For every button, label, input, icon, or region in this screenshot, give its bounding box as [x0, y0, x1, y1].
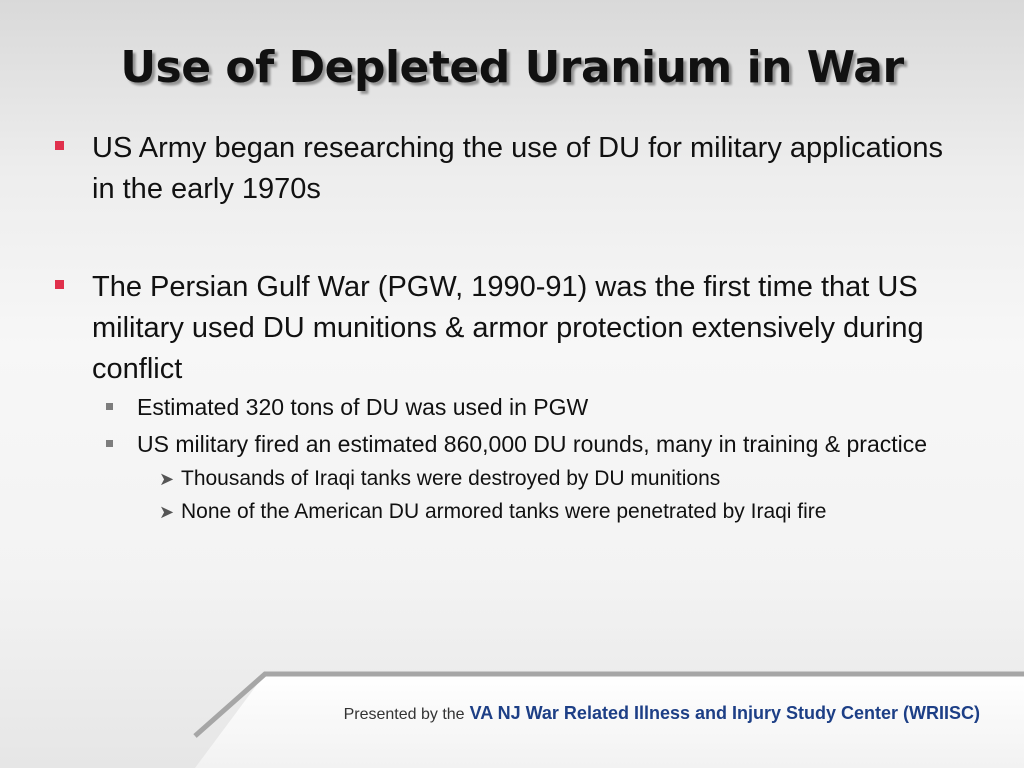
sub-sub-bullet-text: None of the American DU armored tanks were penetrated by Iraqi fire: [181, 500, 827, 523]
sub-bullet-text: Estimated 320 tons of DU was used in PGW: [137, 394, 589, 420]
sub-bullet-item: [100, 428, 955, 461]
sub-bullet-item: [100, 391, 955, 424]
slide-title: Use of Depleted Uranium in War: [120, 42, 904, 93]
bullet-text: The Persian Gulf War (PGW, 1990-91) was the first time that US military used DU munitions & armor protection extensively during conflict: [92, 271, 924, 385]
sub-sub-bullet-item: [159, 464, 955, 494]
bullet-spacer: [55, 210, 955, 267]
bullet-item: [55, 128, 955, 210]
arrow-bullet-icon: ➤: [159, 469, 175, 489]
gray-square-bullet-icon: [106, 403, 113, 410]
gray-square-bullet-icon: [106, 440, 113, 447]
footer-presented-by: Presented by the: [343, 706, 465, 723]
sub-sub-bullet-item: [159, 497, 955, 527]
sub-bullet-text: US military fired an estimated 860,000 DU rounds, many in training & practice: [137, 431, 928, 457]
arrow-bullet-icon: ➤: [159, 502, 175, 522]
slide-body: [55, 128, 955, 527]
red-square-bullet-icon: [55, 141, 64, 150]
bullet-item: [55, 267, 955, 390]
footer-credit: [0, 703, 980, 724]
red-square-bullet-icon: [55, 280, 64, 289]
bullet-text: US Army began researching the use of DU for military applications in the early 1970s: [92, 132, 944, 205]
sub-sub-bullet-text: Thousands of Iraqi tanks were destroyed by DU munitions: [181, 467, 721, 490]
footer-org-name: VA NJ War Related Illness and Injury Study Center (WRIISC): [469, 703, 980, 723]
